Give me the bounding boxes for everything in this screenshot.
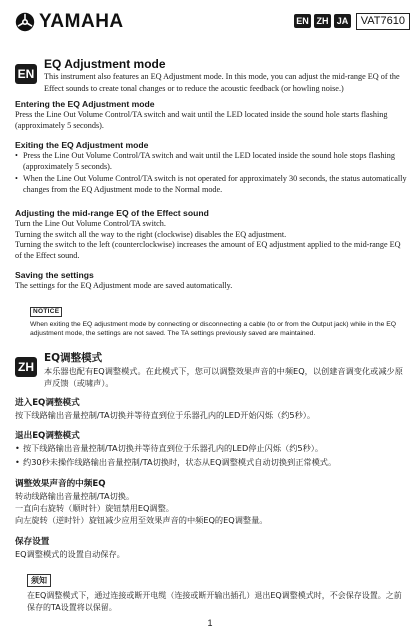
page-header <box>15 10 410 36</box>
adjusting-line-1-zh: 转动线路输出音量控制/TA切换。 <box>15 491 135 501</box>
notice-label-en: NOTICE <box>30 307 62 317</box>
intro-en: This instrument also features an EQ Adjustment mode. In this mode, you can adjust the mid-range EQ of the Effect sounds to create tonal changes or to reduce the acoustic feedback (or howling noise.) <box>44 72 400 93</box>
entering-text-zh: 按下线路输出音量控制/TA切换并等待直到位于乐器孔内的LED开始闪烁（约5秒）。 <box>15 410 316 420</box>
brand-name: YAMAHA <box>39 11 124 32</box>
adjusting-block-en <box>15 208 408 261</box>
entering-block-en <box>15 99 408 131</box>
exiting-bullet-2-en: • When the Line Out Volume Control/TA switch is not operated for approximately 30 seconds, the status automatically changes from the EQ Adjustment mode to the Normal mode. <box>15 174 407 194</box>
adjusting-line-2-en: Turning the switch all the way to the right (clockwise) disables the EQ adjustment. <box>15 229 287 239</box>
adjusting-heading-en: Adjusting the mid-range EQ of the Effect sound <box>15 208 209 218</box>
entering-block-zh <box>15 397 408 421</box>
yamaha-tuning-fork-logo-icon <box>15 12 35 32</box>
saving-block-en <box>15 270 408 292</box>
lang-en: EN <box>294 14 311 28</box>
adjusting-line-1-en: Turn the Line Out Volume Control/TA switch. <box>15 219 166 228</box>
page-number: 1 <box>207 618 213 628</box>
model-number: VAT7610 <box>356 13 410 30</box>
exiting-block-en <box>15 140 408 195</box>
adjusting-line-2-zh: 一直向右旋转（顺时针）旋钮禁用EQ调整。 <box>15 503 174 513</box>
entering-heading-zh: 进入EQ调整模式 <box>15 398 80 408</box>
bullet-dot-icon: • <box>15 457 20 467</box>
saving-block-zh <box>15 536 408 560</box>
bullet-dot-icon: • <box>15 174 18 183</box>
adjusting-line-3-en: Turning the switch to the left (counterclockwise) increases the amount of EQ adjustment applied to the mid-range EQ of the Effect sound. <box>15 240 401 260</box>
entering-heading-en: Entering the EQ Adjustment mode <box>15 99 155 109</box>
adjusting-block-zh <box>15 478 408 526</box>
notice-label-zh: 须知 <box>27 574 51 587</box>
bullet-dot-icon: • <box>15 443 20 453</box>
notice-text-en: When exiting the EQ adjustment mode by connecting or disconnecting a cable (to or from the Output jack) while in the EQ adjustment mode, the settings are not saved. The TA settings previously saved are maintained. <box>30 321 397 337</box>
notice-block-zh <box>27 570 408 614</box>
exiting-bullet-1-en: • Press the Line Out Volume Control/TA switch and wait until the LED located inside the sound hole stops flashing (approximately 5 seconds). <box>15 151 395 171</box>
saving-text-zh: EQ调整模式的设置自动保存。 <box>15 549 125 559</box>
section-badge-zh: ZH <box>15 357 37 377</box>
section-badge-en: EN <box>15 64 37 84</box>
exiting-bullet-2-zh: • 约30秒未操作线路输出音量控制/TA切换时，状态从EQ调整模式自动切换到正常模式。 <box>15 457 337 467</box>
language-tabs <box>294 14 354 28</box>
bullet-dot-icon: • <box>15 151 18 160</box>
entering-text-en: Press the Line Out Volume Control/TA switch and wait until the LED located inside the sound hole starts flashing (approximately 5 seconds). <box>15 110 388 130</box>
saving-heading-zh: 保存设置 <box>15 537 50 547</box>
brand-logo <box>15 11 124 33</box>
saving-heading-en: Saving the settings <box>15 270 94 280</box>
lang-ja: JA <box>334 14 351 28</box>
notice-block-en <box>30 300 408 338</box>
exiting-heading-en: Exiting the EQ Adjustment mode <box>15 140 149 150</box>
section-title-en: EQ Adjustment mode <box>44 57 166 71</box>
saving-text-en: The settings for the EQ Adjustment mode are saved automatically. <box>15 281 233 290</box>
section-title-zh: EQ调整模式 <box>44 352 103 364</box>
adjusting-line-3-zh: 向左旋转（逆时针）旋钮减少应用至效果声音的中频EQ的EQ调整量。 <box>15 515 268 525</box>
notice-text-zh: 在EQ调整模式下，通过连接或断开电缆（连接或断开输出插孔）退出EQ调整模式时，不会保存设置。之前保存的TA设置将以保留。 <box>27 591 402 612</box>
adjusting-heading-zh: 调整效果声音的中频EQ <box>15 479 106 489</box>
exiting-bullet-1-zh: • 按下线路输出音量控制/TA切换并等待直到位于乐器孔内的LED停止闪烁（约5秒）。 <box>15 443 324 453</box>
intro-zh: 本乐器也配有EQ调整模式。在此模式下，您可以调整效果声音的中频EQ，以创建音调变化或减少原声反馈（或啸声）。 <box>44 366 403 388</box>
exiting-block-zh <box>15 430 408 468</box>
exiting-heading-zh: 退出EQ调整模式 <box>15 431 80 441</box>
lang-zh: ZH <box>314 14 331 28</box>
